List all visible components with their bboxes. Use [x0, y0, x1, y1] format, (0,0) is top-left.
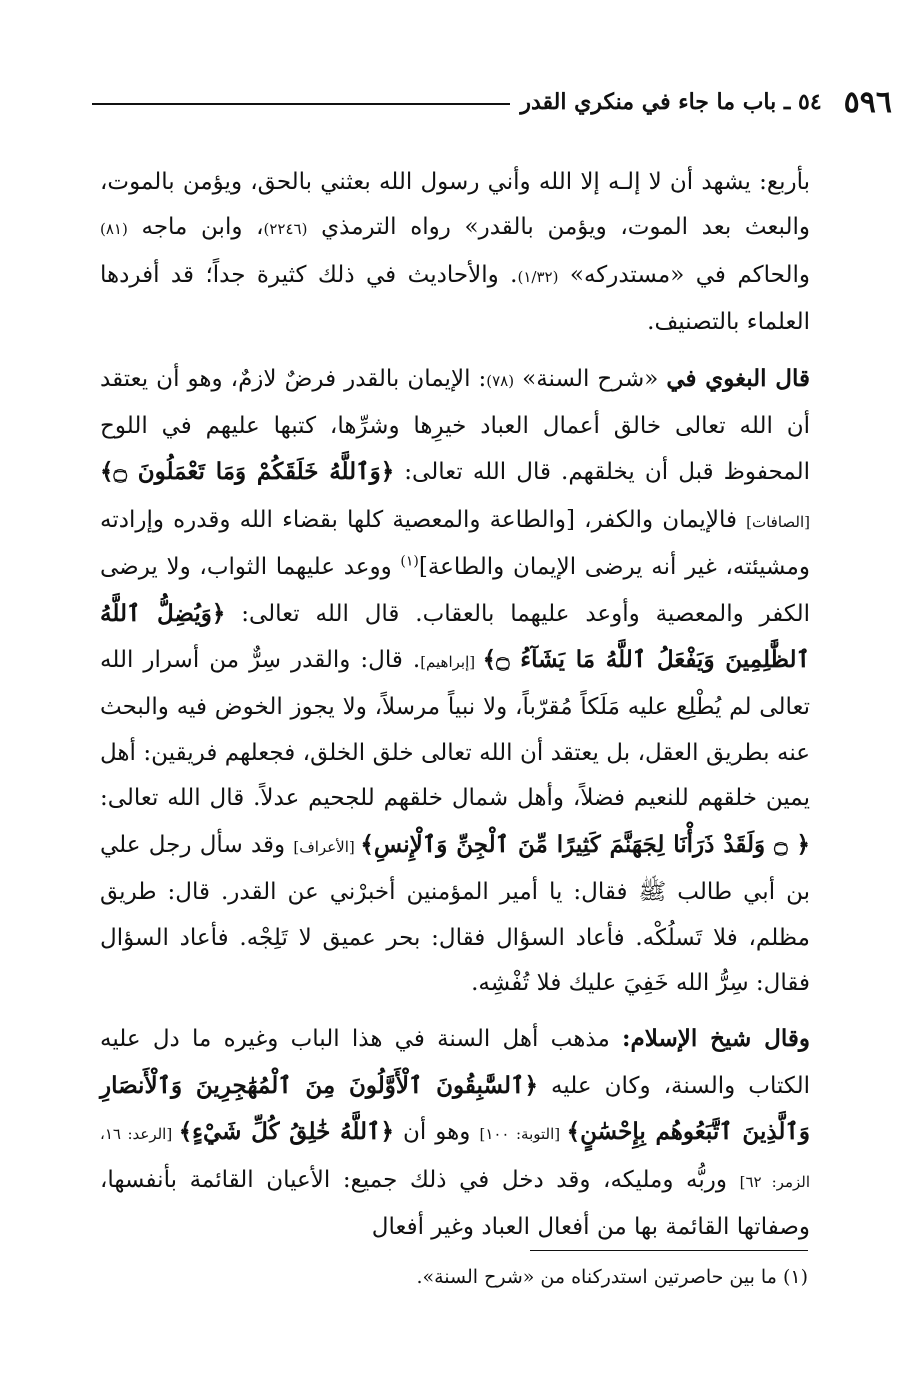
text-segment: ، وابن ماجه — [127, 214, 264, 241]
footnote: (١) ما بين حاصرتين استدركناه من «شرح السنة». — [416, 1266, 808, 1288]
quran-verse: ﴿وَٱللَّهُ خَلَقَكُمْ وَمَا تَعْمَلُونَ ۝﴾ — [100, 458, 395, 486]
text-segment: بأربع: يشهد أن لا إلـه إلا الله وأني رسول الله بعثني بالحق، ويؤمن بالموت، والبعث بعد الموت، ويؤمن بالقدر» رواه الترمذي — [100, 169, 810, 241]
text-segment: وقد سأل رجل علي بن أبي طالب ﷺ فقال: يا أمير المؤمنين أخبرْني عن القدر. قال: طريق مظلم، فلا تَسلُكْه. فأعاد السؤال فقال: بحر عميق لا تَلِجْه. فأعاد السؤال فقال: سِرُّ الله خَفِيَ عليك فلا تُفْشِه. — [100, 831, 810, 996]
citation: [الصافات] — [746, 512, 810, 531]
text-segment: مذهب أهل السنة في هذا الباب وغيره ما دل عليه الكتاب والسنة، وكان عليه — [100, 1026, 810, 1099]
text-segment: : الإيمان بالقدر فرضٌ لازمٌ، وهو أن يعتقد أن الله تعالى خالق أعمال العباد خيرِها وشرِّها، كتبها عليهم في اللوح المحفوظ قبل أن يخلقهم. قال الله تعالى: — [100, 365, 810, 486]
text-segment: ووعد عليهما الثواب، ولا يرضى الكفر والمعصية وأوعد عليهما بالعقاب. قال الله تعالى: — [100, 554, 810, 627]
page-header — [92, 82, 892, 122]
citation: [الرعد: ١٦، الزمر: ٦٢] — [100, 1125, 810, 1191]
text-segment: «شرح السنة» — [514, 365, 667, 392]
main-text — [100, 160, 810, 1250]
citation: [الأعراف] — [293, 837, 361, 856]
citation: [إبراهيم] — [420, 653, 483, 672]
text-segment: وهو أن — [393, 1119, 480, 1146]
quran-verse: ﴿ٱلسَّٰبِقُونَ ٱلْأَوَّلُونَ مِنَ ٱلْمُهَٰجِرِينَ وَٱلْأَنصَارِ وَٱلَّذِينَ ٱتَّبَعُوهُم بِإِحْسَٰنٍ﴾ — [100, 1071, 811, 1146]
footnote-divider — [530, 1250, 808, 1251]
quran-verse: ﴿ٱللَّهُ خَٰلِقُ كُلِّ شَيْءٍ﴾ — [178, 1118, 394, 1146]
header-rule — [92, 103, 510, 105]
paragraph — [100, 160, 810, 346]
citation: (٨١) — [100, 220, 128, 239]
speaker-label: وقال شيخ الإسلام: — [622, 1025, 810, 1053]
text-segment: فالإيمان والكفر، [والطاعة والمعصية كلها بقضاء الله وقدره وإرادته ومشيئته، غير أنه يرضى الإيمان والطاعة] — [100, 506, 810, 581]
speaker-label: قال البغوي في — [666, 364, 811, 392]
citation: [التوبة: ١٠٠] — [479, 1125, 567, 1144]
paragraph — [100, 1016, 810, 1250]
text-segment: والحاكم في «مستدركه» — [558, 261, 810, 288]
quran-verse: ﴿وَيُضِلُّ ٱللَّهُ ٱلظَّٰلِمِينَ وَيَفْعَلُ ٱللَّهُ مَا يَشَآءُ ۝﴾ — [100, 599, 810, 674]
text-segment: . قال: والقدر سِرٌّ من أسرار الله تعالى لم يُطْلِع عليه مَلَكاً مُقرّباً، ولا نبياً مرسلاً، ولا يجوز الخوض فيه والبحث عنه بطريق العقل، بل يعتقد أن الله تعالى خلق الخلق، فجعلهم فريقين: أهل يمين خلقهم للنعيم فضلاً، وأهل شمال خلقهم للجحيم عدلاً. قال الله تعالى: — [100, 647, 810, 812]
quran-verse: ﴿ ۝ وَلَقَدْ ذَرَأْنَا لِجَهَنَّمَ كَثِيرًا مِّنَ ٱلْجِنِّ وَٱلْإِنسِ﴾ — [360, 830, 810, 858]
text-segment: وربُّه ومليكه، وقد دخل في ذلك جميع: الأعيان القائمة بأنفسها، وصفاتها القائمة بها من أفعال العباد وغير أفعال — [100, 1166, 810, 1240]
citation: (١/٣٢) — [517, 267, 559, 286]
chapter-title: ٥٤ ـ باب ما جاء في منكري القدر — [520, 89, 822, 115]
citation: (٧٨) — [486, 371, 515, 390]
paragraph — [100, 356, 810, 1007]
text-segment: . والأحاديث في ذلك كثيرة جداً؛ قد أفردها العلماء بالتصنيف. — [100, 261, 810, 336]
citation: (٢٢٤٦) — [263, 220, 308, 239]
page-number: ٥٩٦ — [843, 84, 892, 120]
footnote-marker: (١) — [400, 553, 419, 570]
